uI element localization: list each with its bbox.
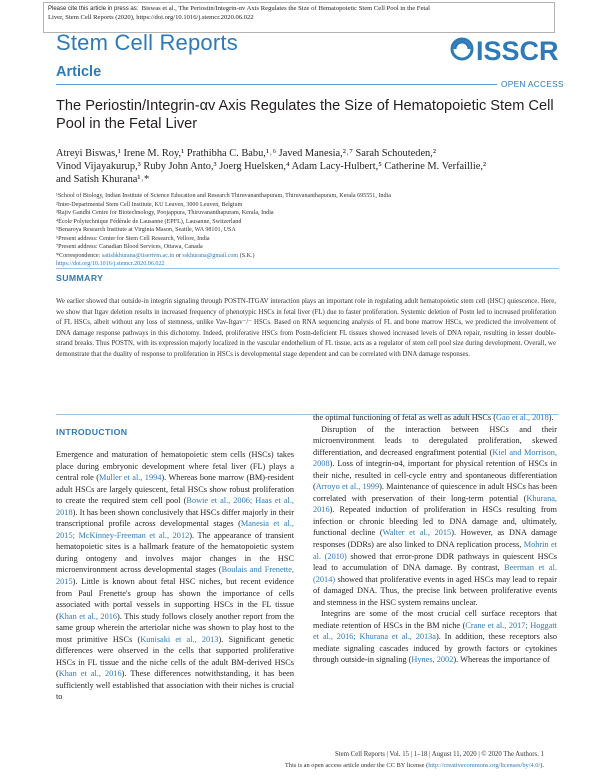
citation-link[interactable]: Hynes, 2002 — [411, 655, 454, 665]
citation-box — [43, 2, 555, 33]
isscr-icon — [452, 39, 472, 59]
paragraph — [313, 424, 557, 609]
license-link[interactable]: http://creativecommons.org/licenses/by/4.0/ — [428, 762, 541, 769]
citation-link[interactable]: Manesia et al., 2015; McKinney-Freeman et al., 2012 — [56, 519, 294, 540]
affiliation: ⁵Benaroya Research Institute at Virginia Mason, Seattle, WA 98101, USA — [56, 227, 236, 233]
body-text: ). Whereas the importance of — [453, 655, 550, 665]
open-access-label: OPEN ACCESS — [497, 79, 564, 89]
citation-label: Please cite this article in press as: — [48, 6, 139, 12]
body-text: ). Significant genetic differences were observed in the cells that supported proliferative HSCs in FL tissue and the niche cells of the adult BM-derived HSCs ( — [56, 634, 294, 679]
doi-link[interactable]: https://doi.org/10.1016/j.stemcr.2020.06.022 — [56, 261, 165, 267]
citation-link[interactable]: Mohrin et al. (2010) — [313, 540, 557, 561]
correspondence — [56, 252, 556, 261]
citation-link[interactable]: Arroyo et al., 1999 — [315, 482, 380, 492]
citation-text-2: Liver, Stem Cell Reports (2020), https://doi.org/10.1016/j.stemcr.2020.06.022 — [48, 13, 254, 21]
affiliation: ²Inter-Departmental Stem Cell Institute, KU Leuven, 3000 Leuven, Belgium — [56, 201, 243, 208]
article-title — [56, 97, 556, 133]
introduction-heading: INTRODUCTION — [56, 427, 128, 437]
footer-journal-info: Stem Cell Reports | Vol. 15 | 1–18 | August 11, 2020 | © 2020 The Authors. 1 — [335, 751, 544, 758]
body-text: ). Maintenance of quiescence in adult HSCs has been correlated with preservation of their long-term potential ( — [313, 482, 557, 503]
affiliation: ⁷Present address: Canadian Blood Services, Ottawa, Canada — [56, 244, 203, 250]
body-text: Integrins are some of the most crucial cell surface receptors that mediate retention of HSCs in the BM niche ( — [313, 609, 557, 630]
body-text: ). However, as DNA damage responses (DDRs) are also linked to DNA replication process, — [313, 528, 557, 550]
affiliation: ¹School of Biology, Indian Institute of Science Education and Research Thiruvananthapuram, Thiruvananthapuram, Kerala 695551, India — [56, 193, 391, 199]
body-text: showed that error-prone DDR pathways in quiescent HSCs lead to accumulation of DNA damage. By contrast, — [313, 551, 558, 573]
citation-link[interactable]: Bowie et al., 2006; Haas et al., 2018 — [56, 496, 294, 517]
body-text: ). Loss of integrin-α4, important for physical retention of HSCs in their niche, resulted in cell-cycle entry and spontaneous differentiation ( — [313, 459, 557, 492]
citation-link[interactable]: Khan et al., 2016 — [58, 669, 122, 679]
email-link[interactable]: sskhurana@gmail.com — [182, 252, 239, 259]
affiliations — [56, 192, 556, 269]
summary-rule — [56, 268, 559, 269]
column-left — [56, 449, 294, 703]
summary-text: We earlier showed that outside-in integrin signaling through POSTN-ITGAV interaction plays an important role in regulating adult hematopoietic stem cell (HSC) quiescence. Here, we show that Itgav deletion results in increased frequency of phenotypic HSCs in fetal liver (FL) due to faster proliferation. Systemic deletion of Postn led to increased proliferation of FL HSCs, albeit without any loss of stemness, unlike Vav-Itgav⁻/⁻ HSCs. Based on RNA sequencing analysis of FL and bone marrow HSCs, we predicted the involvement of DNA damage response pathways in this dichotomy. Indeed, proliferative HSCs from Postn-deficient FL tissues showed increased levels of DNA repair, resulting in lesser double-strand breaks. Thus POSTN, with its expression majorly localized in the vascular endothelium of FL tissue, acts as a regulator of stem cell pool size during development. Overall, we demonstrate that the duality of response to proliferation in HSCs is developmental stage dependent and can be correlated with DNA damage responses. — [56, 298, 556, 358]
paragraph — [313, 412, 557, 424]
header-rule — [56, 84, 559, 85]
citation-text: Biswas et al., The Periostin/Integrin-αv Axis Regulates the Size of Hematopoietic Stem Cell Pool in the Fetal — [141, 5, 430, 12]
body-text: ). This study follows closely another report from the same group wherein the arteriolar niche was shown to play host to the most primitive HSCs ( — [56, 611, 294, 644]
isscr-logo — [449, 31, 559, 75]
correspondence-suffix: (S.K.) — [238, 252, 255, 259]
citation-link[interactable]: Walter et al., 2015 — [382, 528, 452, 538]
author-line: Atreyi Biswas,¹ Irene M. Roy,¹ Prathibha C. Babu,¹˒⁶ Javed Manesia,²˒⁷ Sarah Schouteden,² — [56, 148, 436, 159]
citation-link[interactable]: Beerman et al. (2014) — [313, 563, 557, 584]
license-text-end: ). — [540, 762, 544, 769]
citation-link[interactable]: Kunisaki et al., 2013 — [140, 634, 219, 644]
correspondence-label: *Correspondence: — [56, 252, 101, 259]
body-text: showed that proliferative events in aged HSCs may lead to repair of damaged DNA. Thus, the precise link between proliferative events and stemness in the HSC system remains unclear. — [313, 574, 557, 607]
citation-link[interactable]: Khan et al., 2016 — [58, 611, 118, 621]
article-type: Article — [56, 64, 102, 80]
body-text: ). The appearance of transient hematopoietic sites is a hallmark feature of the hematopoietic system during ontogeny and involves major changes in the HSC microenvironment across developmental stages ( — [56, 530, 294, 575]
body-text: ). Repeated induction of proliferation in HSCs resulting from infection or chronic bleeding led to DNA damage and, ultimately, functional decline ( — [313, 505, 557, 538]
body-text: ). In addition, these receptors also mediate signaling cascades induced by growth factors or cytokines through outside-in signaling ( — [313, 632, 558, 665]
footer-license — [56, 762, 544, 769]
author-line: Vinod Vijayakurup,³ Ruby John Anto,³ Joerg Huelsken,⁴ Adam Lacy-Hulbert,⁵ Catherine M. Verfaillie,² — [56, 161, 487, 172]
citation-link[interactable]: Kiel and Morrison, 2008 — [313, 447, 557, 469]
affiliation: ⁶Present address: Center for Stem Cell Research, Vellore, India — [56, 235, 210, 242]
body-text: ). Little is known about fetal HSC niches, but recent evidence from Paul Frenette's group has shown the importance of cells associated with portal vessels in supporting HSCs in the FL tissue ( — [56, 577, 294, 621]
license-text: This is an open access article under the CC BY license ( — [284, 762, 429, 769]
body-text: ). — [548, 413, 554, 422]
or-text: or — [174, 252, 183, 259]
email-link[interactable]: satishkhurana@iisertvm.ac.in — [101, 252, 175, 259]
body-text: ). It has been shown conclusively that HSCs differ majorly in their transcriptional profile across developmental stages ( — [56, 507, 294, 529]
citation-link[interactable]: Boulais and Frenette, 2015 — [56, 565, 294, 587]
affiliation: ³Rajiv Gandhi Centre for Biotechnology, Poojappura, Thiruvananthapuram, Kerala, India — [56, 210, 274, 216]
body-text: ). Whereas bone marrow (BM)-resident adult HSCs are largely quiescent, fetal HSCs show robust proliferation to create the required stem cell pool ( — [56, 473, 294, 506]
author-list — [56, 147, 556, 186]
citation-link[interactable]: Khurana, 2016 — [313, 493, 557, 515]
citation-link[interactable]: Gao et al., 2018 — [495, 413, 549, 422]
title-line: The Periostin/Integrin-αv Axis Regulates the Size of Hematopoietic Stem Cell — [56, 98, 554, 114]
paragraph — [56, 449, 294, 703]
logo-text: ISSCR — [476, 36, 559, 66]
body-text: Disruption of the interaction between HSCs and their microenvironment leads to deregulated proliferation, skewed differentiation, and decreased engraftment potential ( — [313, 424, 557, 457]
affiliation: ⁴École Polytechnique Fédérale de Lausanne (EPFL), Lausanne, Switzerland — [56, 218, 242, 225]
summary-heading: SUMMARY — [56, 273, 104, 283]
column-right — [313, 412, 557, 666]
body-text: ). These differences notwithstanding, it has been sufficiently well established that association with their niches is crucial to — [56, 669, 294, 702]
author-line: and Satish Khurana¹˒* — [56, 174, 150, 185]
body-text: the optimal functioning of fetal as well as adult HSCs ( — [313, 413, 496, 422]
citation-link[interactable]: Muller et al., 1994 — [98, 473, 162, 483]
title-line: Pool in the Fetal Liver — [56, 116, 198, 132]
body-text: Emergence and maturation of hematopoietic stem cells (HSCs) takes place during embryonic development where fetal liver (FL) plays a central role ( — [56, 450, 294, 483]
citation-link[interactable]: Crane et al., 2017; Hoggatt et al., 2016; Khurana et al., 2013a — [313, 620, 557, 642]
paragraph — [313, 608, 557, 666]
journal-name: Stem Cell Reports — [56, 30, 238, 55]
